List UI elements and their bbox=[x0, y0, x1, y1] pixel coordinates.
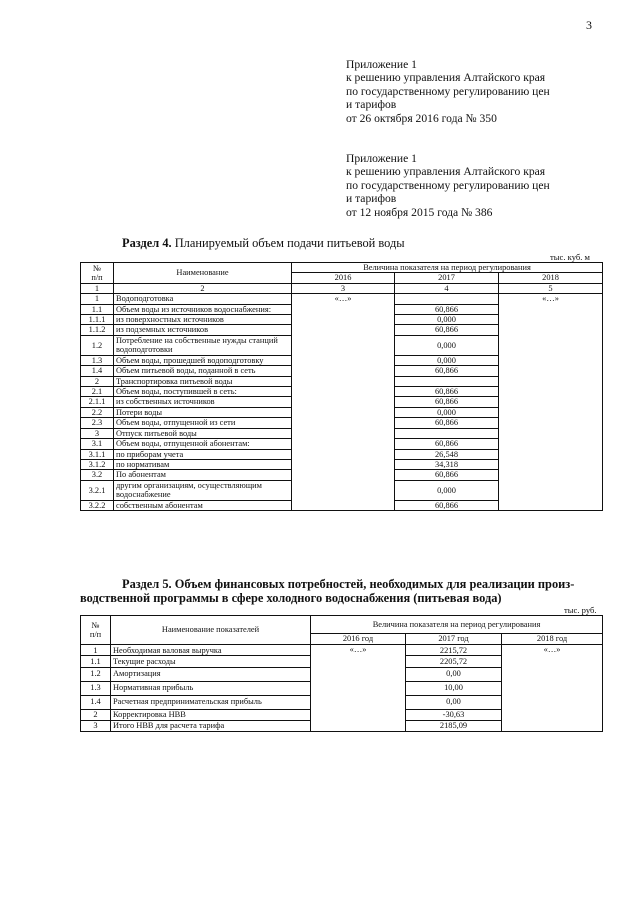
section4-title bbox=[122, 236, 405, 251]
row-name: Объем воды, отпущенной из сети bbox=[114, 418, 292, 428]
header-year-2017: 2017 bbox=[395, 273, 499, 283]
row-name: Объем воды, отпущенной абонентам: bbox=[114, 439, 292, 449]
value-2017: 0,000 bbox=[395, 315, 499, 325]
financial-needs-table bbox=[80, 615, 603, 732]
value-2017: 2185,09 bbox=[406, 720, 502, 731]
header-year-2016: 2016 год bbox=[311, 634, 406, 645]
row-num: 1.3 bbox=[81, 681, 111, 695]
value-2017: 10,00 bbox=[406, 681, 502, 695]
row-name: Объем воды, прошедшей водоподготовку bbox=[114, 355, 292, 365]
section5-title bbox=[80, 577, 602, 605]
value-2018-placeholder: «…» bbox=[502, 645, 603, 732]
row-name: Водоподготовка bbox=[114, 294, 292, 304]
appendix-line: по государственному регулированию цен bbox=[346, 84, 550, 98]
value-2017: 60,866 bbox=[395, 304, 499, 314]
row-num: 2 bbox=[81, 376, 114, 386]
section5-title-line2: водственной программы в сфере холодного водоснабжения (питьевая вода) bbox=[80, 591, 502, 605]
header-year-2018: 2018 bbox=[499, 273, 603, 283]
row-name: Амортизация bbox=[111, 667, 311, 681]
value-2017: 0,00 bbox=[406, 667, 502, 681]
value-2017: 0,000 bbox=[395, 480, 499, 500]
value-2017: 60,866 bbox=[395, 325, 499, 335]
header-year-2018: 2018 год bbox=[502, 634, 603, 645]
header-num-line: № bbox=[93, 263, 101, 273]
value-2017: 2205,72 bbox=[406, 656, 502, 667]
appendix-line: Приложение 1 bbox=[346, 152, 417, 165]
row-num: 3.2.2 bbox=[81, 500, 114, 510]
col-index-3: 3 bbox=[292, 283, 395, 293]
appendix-line: Приложение 1 bbox=[346, 58, 417, 71]
row-name: по нормативам bbox=[114, 459, 292, 469]
header-period: Величина показателя на период регулирования bbox=[311, 616, 603, 634]
value-2017 bbox=[395, 376, 499, 386]
section5-title-line1: Раздел 5. Объем финансовых потребностей, необходимых для реализации произ- bbox=[122, 577, 575, 591]
row-num: 3.1 bbox=[81, 439, 114, 449]
row-num: 1.4 bbox=[81, 695, 111, 709]
header-name: Наименование показателей bbox=[111, 616, 311, 645]
col-index-1: 1 bbox=[81, 283, 114, 293]
row-name: Объем воды из источников водоснабжения: bbox=[114, 304, 292, 314]
row-name: По абонентам bbox=[114, 470, 292, 480]
row-name: Расчетная предпринимательская прибыль bbox=[111, 695, 311, 709]
header-num-line: п/п bbox=[91, 272, 103, 282]
header-num-line: п/п bbox=[89, 630, 102, 640]
page-number: 3 bbox=[586, 18, 592, 32]
row-name: Необходимая валовая выручка bbox=[111, 645, 311, 656]
value-2017: -30,63 bbox=[406, 709, 502, 720]
value-2017: 2215,72 bbox=[406, 645, 502, 656]
row-num: 2.1 bbox=[81, 387, 114, 397]
value-2016-placeholder: «…» bbox=[311, 645, 406, 732]
appendix-line: по государственному регулированию цен bbox=[346, 178, 550, 192]
row-name: Нормативная прибыль bbox=[111, 681, 311, 695]
appendix-line: от 26 октября 2016 года № 350 bbox=[346, 111, 497, 125]
value-2017: 60,866 bbox=[395, 470, 499, 480]
row-name: собственным абонентам bbox=[114, 500, 292, 510]
row-num: 3.2 bbox=[81, 470, 114, 480]
row-num: 2.2 bbox=[81, 407, 114, 417]
value-2017: 60,866 bbox=[395, 366, 499, 376]
row-name: Транспортировка питьевой воды bbox=[114, 376, 292, 386]
value-2017: 0,00 bbox=[406, 695, 502, 709]
header-num bbox=[81, 616, 111, 645]
header-num bbox=[81, 263, 114, 284]
col-index-5: 5 bbox=[499, 283, 603, 293]
col-index-2: 2 bbox=[114, 283, 292, 293]
appendix-line: к решению управления Алтайского края bbox=[346, 71, 546, 85]
header-year-2016: 2016 bbox=[292, 273, 395, 283]
header-name: Наименование bbox=[114, 263, 292, 284]
value-2017 bbox=[395, 294, 499, 304]
row-num: 1.1 bbox=[81, 304, 114, 314]
section5-units: тыс. руб. bbox=[564, 605, 597, 615]
row-name: Потери воды bbox=[114, 407, 292, 417]
header-period: Величина показателя на период регулирования bbox=[292, 263, 603, 273]
row-num: 3 bbox=[81, 428, 114, 438]
value-2017: 26,548 bbox=[395, 449, 499, 459]
row-name: Объем воды, поступившей в сеть: bbox=[114, 387, 292, 397]
header-num-line: № bbox=[91, 620, 100, 630]
row-num: 3.1.1 bbox=[81, 449, 114, 459]
row-name: Отпуск питьевой воды bbox=[114, 428, 292, 438]
row-name: по приборам учета bbox=[114, 449, 292, 459]
row-name: Корректировка НВВ bbox=[111, 709, 311, 720]
value-2018-placeholder: «…» bbox=[499, 294, 603, 511]
row-num: 1.1.2 bbox=[81, 325, 114, 335]
row-name: другим организациям, осуществляющим водоснабжение bbox=[114, 480, 292, 500]
value-2017: 0,000 bbox=[395, 407, 499, 417]
row-num: 1.2 bbox=[81, 335, 114, 355]
table-row bbox=[81, 645, 603, 656]
value-2017: 60,866 bbox=[395, 439, 499, 449]
row-num: 1.2 bbox=[81, 667, 111, 681]
header-year-2017: 2017 год bbox=[406, 634, 502, 645]
section4-title-text: Планируемый объем подачи питьевой воды bbox=[171, 236, 405, 250]
value-2017: 60,866 bbox=[395, 500, 499, 510]
value-2017 bbox=[395, 428, 499, 438]
row-num: 1 bbox=[81, 294, 114, 304]
table-row bbox=[81, 294, 603, 304]
appendix-line: от 12 ноября 2015 года № 386 bbox=[346, 205, 493, 219]
row-num: 3.1.2 bbox=[81, 459, 114, 469]
row-num: 2.1.1 bbox=[81, 397, 114, 407]
row-num: 2 bbox=[81, 709, 111, 720]
row-name: Итого НВВ для расчета тарифа bbox=[111, 720, 311, 731]
row-name: Объем питьевой воды, поданной в сеть bbox=[114, 366, 292, 376]
row-num: 3.2.1 bbox=[81, 480, 114, 500]
value-2017: 0,000 bbox=[395, 335, 499, 355]
value-2017: 60,866 bbox=[395, 387, 499, 397]
value-2017: 60,866 bbox=[395, 418, 499, 428]
row-num: 1.1.1 bbox=[81, 315, 114, 325]
value-2017: 60,866 bbox=[395, 397, 499, 407]
value-2017: 34,318 bbox=[395, 459, 499, 469]
row-name: из поверхностных источников bbox=[114, 315, 292, 325]
row-name: из собственных источников bbox=[114, 397, 292, 407]
row-name: Потребление на собственные нужды станций водоподготовки bbox=[114, 335, 292, 355]
appendix-line: к решению управления Алтайского края bbox=[346, 165, 546, 179]
value-2017: 0,000 bbox=[395, 355, 499, 365]
planned-water-volume-table bbox=[80, 262, 603, 511]
row-num: 1 bbox=[81, 645, 111, 656]
row-num: 1.4 bbox=[81, 366, 114, 376]
section4-units: тыс. куб. м bbox=[550, 252, 590, 262]
appendix-block-new bbox=[346, 58, 550, 125]
col-index-4: 4 bbox=[395, 283, 499, 293]
value-2016-placeholder: «…» bbox=[292, 294, 395, 511]
row-num: 1.1 bbox=[81, 656, 111, 667]
appendix-line: и тарифов bbox=[346, 192, 397, 206]
appendix-line: и тарифов bbox=[346, 98, 397, 112]
row-name: из подземных источников bbox=[114, 325, 292, 335]
row-num: 1.3 bbox=[81, 355, 114, 365]
row-num: 2.3 bbox=[81, 418, 114, 428]
section4-title-number: Раздел 4. bbox=[122, 236, 172, 250]
row-num: 3 bbox=[81, 720, 111, 731]
appendix-block-old bbox=[346, 152, 550, 219]
row-name: Текущие расходы bbox=[111, 656, 311, 667]
